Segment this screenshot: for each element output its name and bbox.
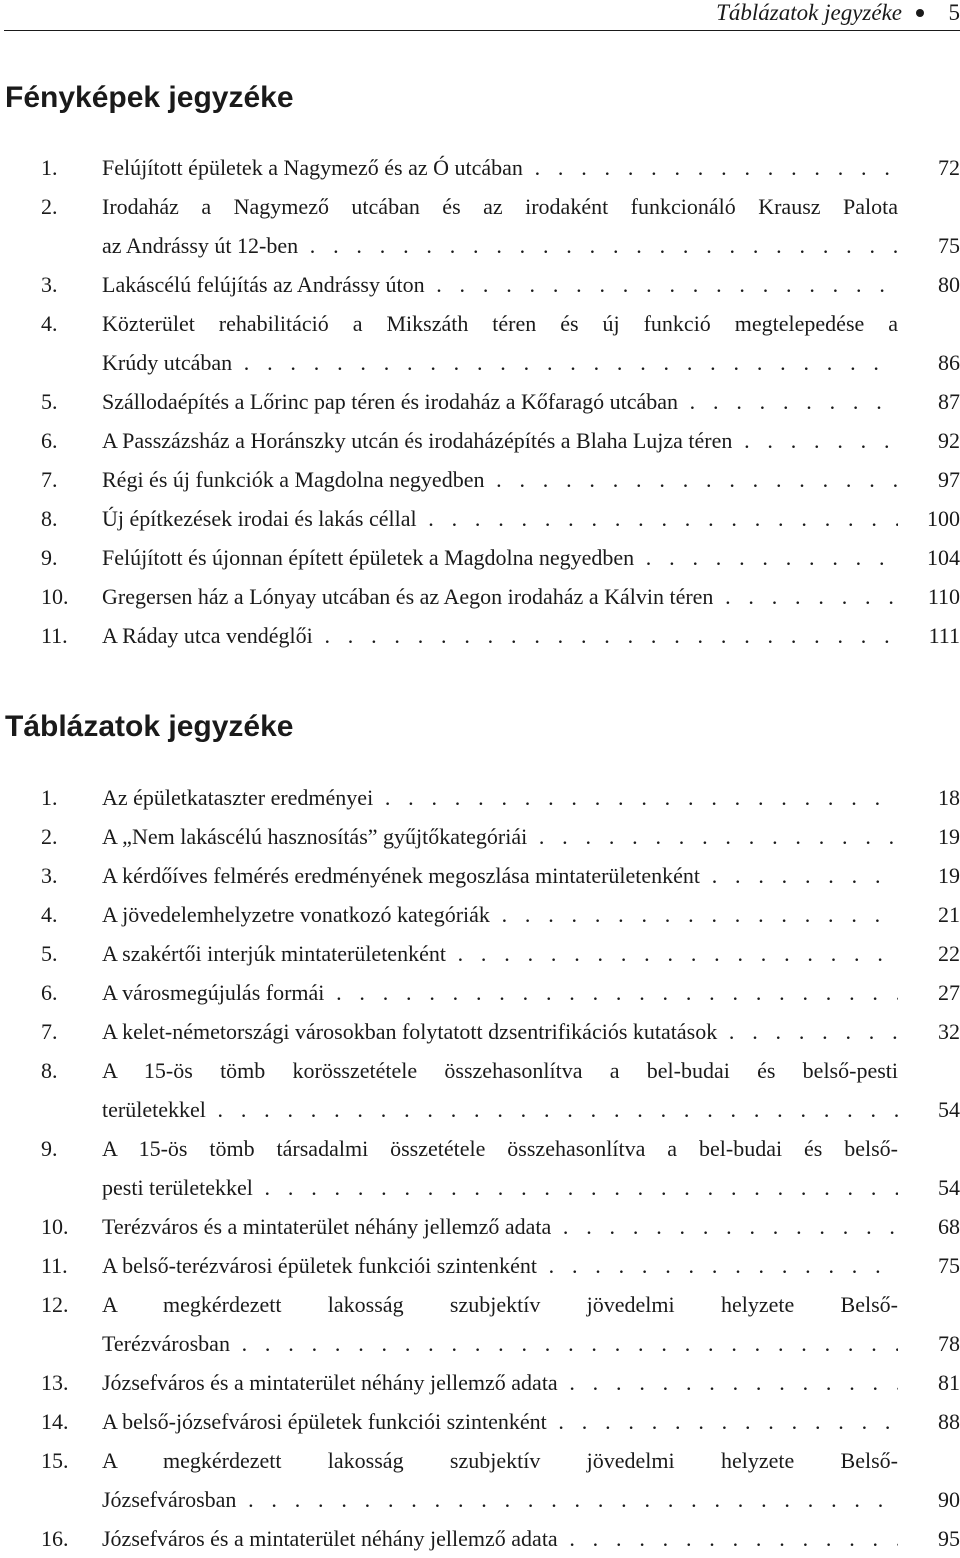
entry-title: Józsefvárosban . . . — [102, 1480, 898, 1519]
entry-page-number: 88 — [938, 1409, 960, 1434]
toc-entry-line — [0, 1012, 960, 1051]
entry-number: 7. — [41, 1019, 58, 1044]
toc-entry-line — [0, 1519, 960, 1558]
toc-entry-line — [0, 1129, 960, 1168]
entry-title: Közterület rehabilitáció a Mikszáth téren és új funkció megtelepedése a — [102, 311, 898, 336]
entry-page-number: 18 — [938, 785, 960, 810]
entry-number: 8. — [41, 506, 58, 531]
entry-title: területekkel . . . — [102, 1090, 898, 1129]
entry-number: 5. — [41, 941, 58, 966]
entry-page-number: 95 — [938, 1526, 960, 1551]
entry-page-number: 80 — [938, 272, 960, 297]
toc-entry[interactable] — [0, 1051, 960, 1129]
entry-title: Józsefváros és a mintaterület néhány jellemző adata . . . — [102, 1519, 898, 1558]
entry-title: Irodaház a Nagymező utcában és az irodaként funkcionáló Krausz Palota — [102, 194, 898, 219]
toc-entry-line — [0, 265, 960, 304]
entry-number: 10. — [41, 584, 69, 609]
entry-number: 1. — [41, 785, 58, 810]
entry-page-number: 92 — [938, 428, 960, 453]
toc-entry-line — [0, 973, 960, 1012]
running-head — [0, 0, 960, 26]
toc-entry-line — [0, 1090, 960, 1129]
entry-title: A Passzázsház a Horánszky utcán és irodaházépítés a Blaha Lujza téren . . . — [102, 421, 898, 460]
entry-page-number: 32 — [938, 1019, 960, 1044]
entry-page-number: 19 — [938, 863, 960, 888]
toc-entry-line — [0, 1363, 960, 1402]
entry-number: 11. — [41, 623, 68, 648]
entry-title: Felújított épületek a Nagymező és az Ó utcában . . . — [102, 148, 898, 187]
entry-number: 9. — [41, 1136, 58, 1161]
toc-entry[interactable] — [0, 421, 960, 460]
toc-entry-line — [0, 934, 960, 973]
running-head-page-number: 5 — [948, 0, 960, 25]
toc-entry-line — [0, 304, 960, 343]
toc-entry[interactable] — [0, 778, 960, 817]
toc-entry[interactable] — [0, 382, 960, 421]
entry-number: 4. — [41, 311, 58, 336]
entry-title: az Andrássy út 12-ben . . . — [102, 226, 898, 265]
entry-number: 9. — [41, 545, 58, 570]
entry-title: A szakértői interjúk mintaterületenként . . . — [102, 934, 898, 973]
entry-page-number: 100 — [927, 506, 960, 531]
toc-entry-line — [0, 382, 960, 421]
entry-number: 12. — [41, 1292, 69, 1317]
entry-title: Szállodaépítés a Lőrinc pap téren és irodaház a Kőfaragó utcában . . . — [102, 382, 898, 421]
toc-entry-line — [0, 538, 960, 577]
entry-title: Gregersen ház a Lónyay utcában és az Aegon irodaház a Kálvin téren . . . — [102, 577, 898, 616]
toc-entry[interactable] — [0, 817, 960, 856]
entry-page-number: 68 — [938, 1214, 960, 1239]
entry-page-number: 81 — [938, 1370, 960, 1395]
toc-entry[interactable] — [0, 1363, 960, 1402]
toc-entry[interactable] — [0, 1519, 960, 1558]
entry-number: 8. — [41, 1058, 58, 1083]
entry-page-number: 54 — [938, 1175, 960, 1200]
toc-entry-line — [0, 1402, 960, 1441]
toc-entry-line — [0, 226, 960, 265]
entry-title: A kelet-németországi városokban folytatott dzsentrifikációs kutatások . . . — [102, 1012, 898, 1051]
photos-heading: Fényképek jegyzéke — [5, 81, 294, 114]
entry-page-number: 104 — [927, 545, 960, 570]
toc-entry[interactable] — [0, 1207, 960, 1246]
entry-number: 6. — [41, 980, 58, 1005]
entry-page-number: 111 — [928, 623, 960, 648]
entry-number: 14. — [41, 1409, 69, 1434]
toc-entry[interactable] — [0, 304, 960, 382]
toc-entry[interactable] — [0, 1441, 960, 1519]
entry-title: Új építkezések irodai és lakás céllal . . . — [102, 499, 898, 538]
entry-title: Lakáscélú felújítás az Andrássy úton . . . — [102, 265, 898, 304]
toc-entry[interactable] — [0, 1285, 960, 1363]
toc-entry-line — [0, 1246, 960, 1285]
entry-number: 3. — [41, 863, 58, 888]
header-rule — [4, 30, 960, 31]
entry-page-number: 54 — [938, 1097, 960, 1122]
entry-page-number: 22 — [938, 941, 960, 966]
toc-entry-line — [0, 187, 960, 226]
running-head-title: Táblázatok jegyzéke — [716, 0, 902, 25]
toc-entry-line — [0, 1480, 960, 1519]
entry-title: Az épületkataszter eredményei . . . — [102, 778, 898, 817]
entry-number: 11. — [41, 1253, 68, 1278]
entry-page-number: 19 — [938, 824, 960, 849]
toc-entry-line — [0, 1207, 960, 1246]
entry-title: Terézvárosban . . . — [102, 1324, 898, 1363]
entry-title: A jövedelemhelyzetre vonatkozó kategóriák . . . — [102, 895, 898, 934]
toc-entry-line — [0, 1051, 960, 1090]
entry-page-number: 87 — [938, 389, 960, 414]
toc-entry[interactable] — [0, 616, 960, 655]
entry-page-number: 90 — [938, 1487, 960, 1512]
toc-entry-line — [0, 895, 960, 934]
entry-title: Krúdy utcában . . . — [102, 343, 898, 382]
toc-entry-line — [0, 778, 960, 817]
bullet-icon — [916, 9, 924, 17]
toc-entry[interactable] — [0, 973, 960, 1012]
entry-title: A városmegújulás formái . . . — [102, 973, 898, 1012]
entry-page-number: 75 — [938, 1253, 960, 1278]
toc-entry[interactable] — [0, 187, 960, 265]
toc-entry-line — [0, 421, 960, 460]
entry-title: Régi és új funkciók a Magdolna negyedben . . . — [102, 460, 898, 499]
entry-page-number: 86 — [938, 350, 960, 375]
entry-number: 6. — [41, 428, 58, 453]
entry-number: 15. — [41, 1448, 69, 1473]
toc-entry-line — [0, 856, 960, 895]
entry-number: 5. — [41, 389, 58, 414]
toc-entry[interactable] — [0, 895, 960, 934]
entry-page-number: 97 — [938, 467, 960, 492]
entry-title: A „Nem lakáscélú hasznosítás” gyűjtőkategóriái . . . — [102, 817, 898, 856]
toc-entry-line — [0, 1324, 960, 1363]
toc-entry[interactable] — [0, 1402, 960, 1441]
entry-number: 13. — [41, 1370, 69, 1395]
entry-title: Felújított és újonnan épített épületek a Magdolna negyedben . . . — [102, 538, 898, 577]
entry-page-number: 72 — [938, 155, 960, 180]
entry-number: 10. — [41, 1214, 69, 1239]
entry-title: A kérdőíves felmérés eredményének megoszlása mintaterületenként . . . — [102, 856, 898, 895]
entry-title: A 15-ös tömb korösszetétele összehasonlítva a bel-budai és belső-pesti — [102, 1058, 898, 1083]
toc-entry-line — [0, 148, 960, 187]
toc-entry-line — [0, 817, 960, 856]
entry-number: 4. — [41, 902, 58, 927]
entry-number: 7. — [41, 467, 58, 492]
entry-title: A megkérdezett lakosság szubjektív jövedelmi helyzete Belső- — [102, 1448, 898, 1473]
toc-entry[interactable] — [0, 1246, 960, 1285]
entry-number: 1. — [41, 155, 58, 180]
toc-entry-line — [0, 1441, 960, 1480]
toc-entry[interactable] — [0, 460, 960, 499]
entry-title: pesti területekkel . . . — [102, 1168, 898, 1207]
toc-entry[interactable] — [0, 499, 960, 538]
toc-entry[interactable] — [0, 1012, 960, 1051]
toc-entry-line — [0, 460, 960, 499]
entry-page-number: 21 — [938, 902, 960, 927]
entry-number: 16. — [41, 1526, 69, 1551]
entry-title: Terézváros és a mintaterület néhány jellemző adata . . . — [102, 1207, 898, 1246]
toc-entry-line — [0, 1168, 960, 1207]
entry-title: A belső-terézvárosi épületek funkciói szintenként . . . — [102, 1246, 898, 1285]
toc-entry-line — [0, 1285, 960, 1324]
entry-title: Józsefváros és a mintaterület néhány jellemző adata . . . — [102, 1363, 898, 1402]
entry-number: 3. — [41, 272, 58, 297]
entry-page-number: 78 — [938, 1331, 960, 1356]
toc-entry[interactable] — [0, 538, 960, 577]
toc-entry[interactable] — [0, 1129, 960, 1207]
toc-entry-line — [0, 616, 960, 655]
toc-entry[interactable] — [0, 148, 960, 187]
entry-page-number: 75 — [938, 233, 960, 258]
entry-page-number: 110 — [927, 584, 960, 609]
toc-entry-line — [0, 343, 960, 382]
toc-entry[interactable] — [0, 856, 960, 895]
entry-page-number: 27 — [938, 980, 960, 1005]
entry-title: A 15-ös tömb társadalmi összetétele összehasonlítva a bel-budai és belső- — [102, 1136, 898, 1161]
entry-title: A Ráday utca vendéglői . . . — [102, 616, 898, 655]
toc-entry[interactable] — [0, 265, 960, 304]
entry-number: 2. — [41, 194, 58, 219]
tables-heading: Táblázatok jegyzéke — [5, 710, 294, 743]
entry-title: A belső-józsefvárosi épületek funkciói szintenként . . . — [102, 1402, 898, 1441]
toc-entry[interactable] — [0, 934, 960, 973]
toc-entry[interactable] — [0, 577, 960, 616]
toc-entry-line — [0, 499, 960, 538]
toc-entry-line — [0, 577, 960, 616]
entry-title: A megkérdezett lakosság szubjektív jövedelmi helyzete Belső- — [102, 1292, 898, 1317]
entry-number: 2. — [41, 824, 58, 849]
